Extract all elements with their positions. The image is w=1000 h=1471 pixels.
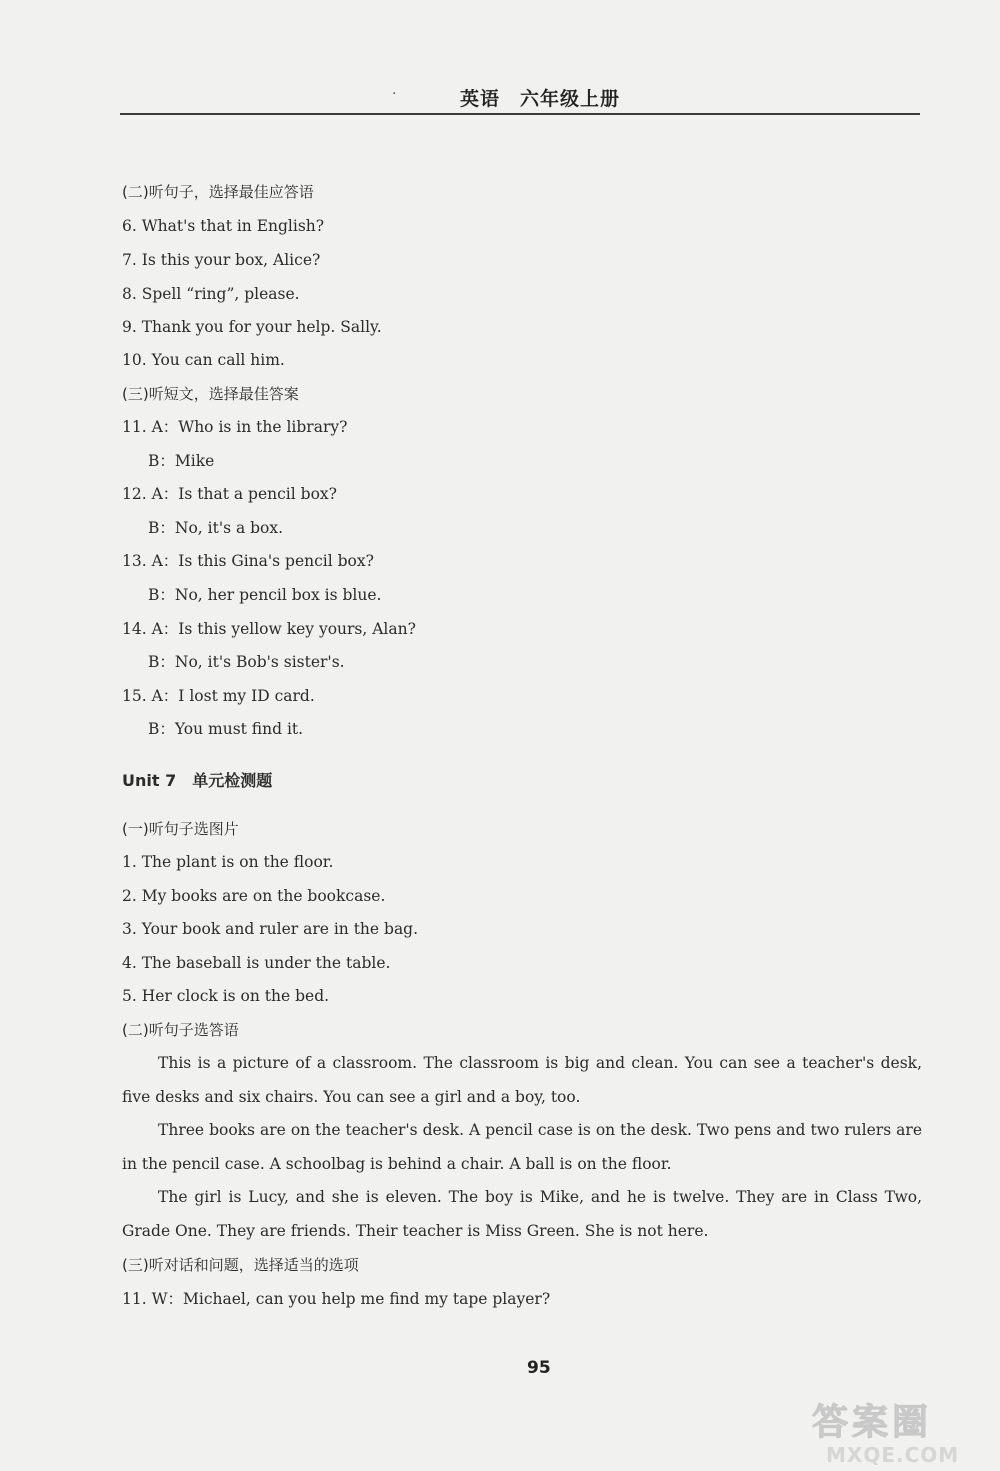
question-7: 7. Is this your box, Alice? bbox=[122, 251, 321, 269]
unit-title: Unit 7 单元检测题 bbox=[122, 771, 273, 790]
unit7-item-3: 3. Your book and ruler are in the bag. bbox=[122, 920, 419, 938]
watermark-logo bbox=[792, 1396, 992, 1466]
unit7-item-4: 4. The baseball is under the table. bbox=[122, 954, 391, 972]
dialog-14-a: 14. A：Is this yellow key yours, Alan? bbox=[122, 620, 416, 638]
unit7-item-1: 1. The plant is on the floor. bbox=[122, 853, 334, 871]
dialog-13-b: B：No, her pencil box is blue. bbox=[148, 586, 382, 604]
unit7-item-5: 5. Her clock is on the bed. bbox=[122, 987, 330, 1005]
dialog-11-b: B：Mike bbox=[148, 452, 215, 470]
dialog-14-b: B：No, it's Bob's sister's. bbox=[148, 653, 345, 671]
paragraph-3: The girl is Lucy, and she is eleven. The boy is Mike, and he is twelve. They are in Class Two, Grade One. They are friends. Their teacher is Miss Green. She is not here. bbox=[122, 1188, 922, 1240]
question-9: 9. Thank you for your help. Sally. bbox=[122, 318, 382, 336]
unit7-heading-1: (一)听句子选图片 bbox=[122, 820, 239, 838]
section-heading-3: (三)听短文，选择最佳答案 bbox=[122, 385, 299, 403]
dialog-15-a: 15. A：I lost my ID card. bbox=[122, 687, 315, 705]
unit7-question-11: 11. W：Michael, can you help me find my tape player? bbox=[122, 1290, 551, 1308]
question-6: 6. What's that in English? bbox=[122, 217, 325, 235]
unit7-item-2: 2. My books are on the bookcase. bbox=[122, 887, 386, 905]
dialog-13-a: 13. A：Is this Gina's pencil box? bbox=[122, 552, 374, 570]
paragraph-1: This is a picture of a classroom. The classroom is big and clean. You can see a teacher's desk, five desks and six chairs. You can see a girl and a boy, too. bbox=[122, 1054, 922, 1106]
section-heading-2: (二)听句子，选择最佳应答语 bbox=[122, 183, 314, 201]
svg-text:MXQE.COM: MXQE.COM bbox=[826, 1443, 960, 1466]
header-rule bbox=[120, 113, 920, 115]
question-8: 8. Spell “ring”, please. bbox=[122, 285, 300, 303]
dialog-12-b: B：No, it's a box. bbox=[148, 519, 284, 537]
header-title: 英语 六年级上册 bbox=[460, 88, 621, 110]
question-10: 10. You can call him. bbox=[122, 351, 285, 369]
dialog-12-a: 12. A：Is that a pencil box? bbox=[122, 485, 337, 503]
page-header bbox=[120, 84, 920, 110]
svg-text:答案圈: 答案圈 bbox=[812, 1402, 933, 1443]
unit7-heading-3: (三)听对话和问题，选择适当的选项 bbox=[122, 1256, 359, 1274]
page-number: 95 bbox=[527, 1358, 551, 1378]
dialog-11-a: 11. A：Who is in the library? bbox=[122, 418, 348, 436]
header-dot: · bbox=[392, 86, 397, 102]
unit7-heading-2: (二)听句子选答语 bbox=[122, 1021, 239, 1039]
dialog-15-b: B：You must find it. bbox=[148, 720, 304, 738]
paragraph-2: Three books are on the teacher's desk. A pencil case is on the desk. Two pens and two rulers are in the pencil case. A schoolbag is behind a chair. A ball is on the floor. bbox=[122, 1121, 922, 1173]
